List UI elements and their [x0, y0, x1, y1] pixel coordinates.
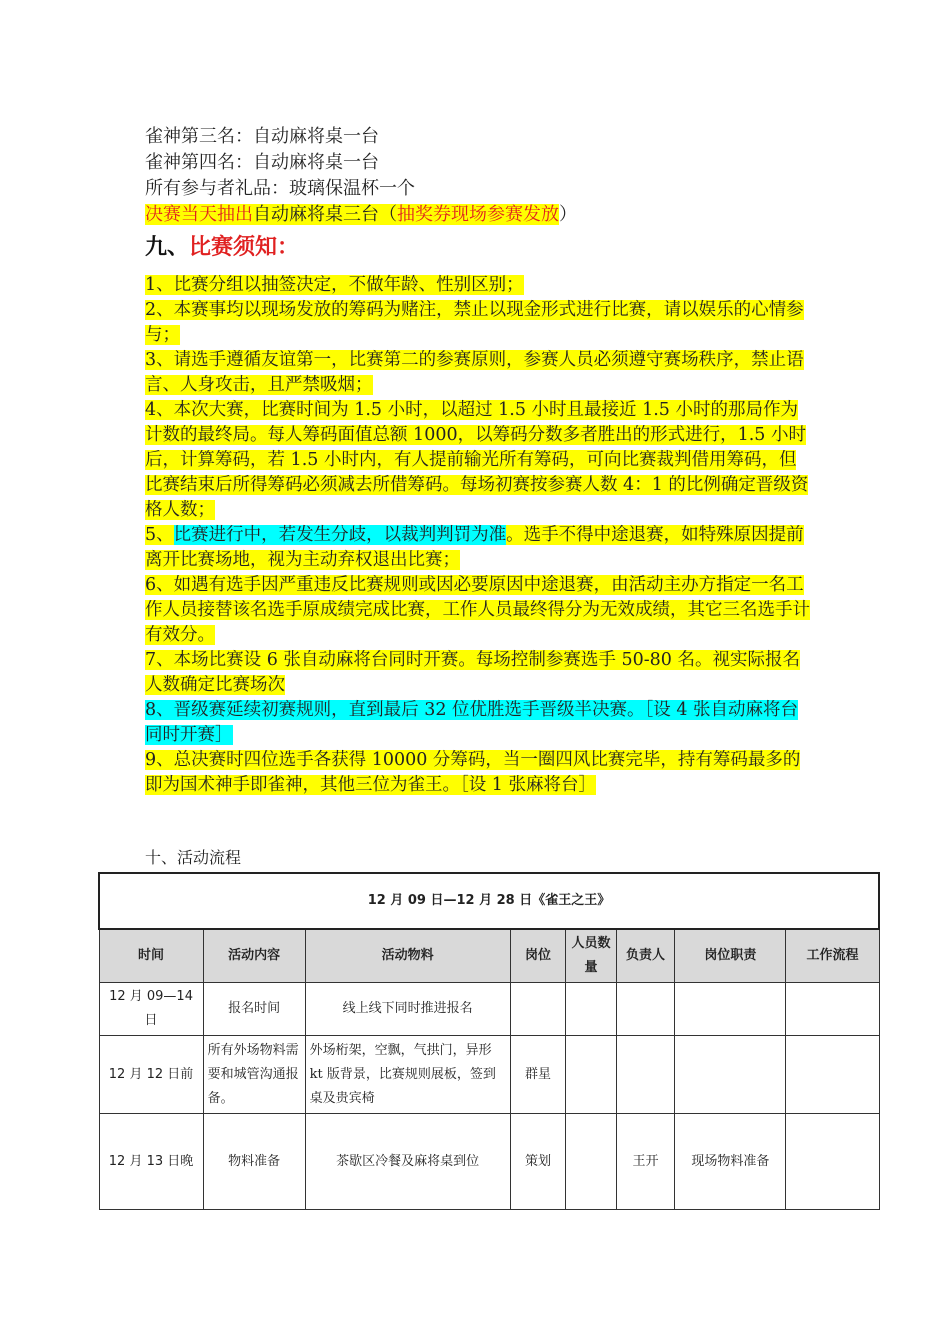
cell-duty: 现场物料准备 — [675, 1114, 786, 1210]
rule-9 — [145, 748, 810, 798]
table-header-row — [99, 929, 879, 983]
header-owner: 负责人 — [616, 929, 675, 983]
rule-1 — [145, 273, 810, 298]
section-heading-rules — [145, 232, 299, 262]
cell-owner: 王开 — [616, 1114, 675, 1210]
cell-materials: 线上线下同时推进报名 — [305, 983, 510, 1036]
header-time: 时间 — [99, 929, 203, 983]
rule-8 — [145, 698, 810, 748]
table-row — [99, 1114, 879, 1210]
cell-workflow — [786, 1036, 879, 1114]
prize-final-part-b: 自动麻将桌三台（ — [253, 204, 397, 225]
prize-final-part-a: 决赛当天抽出 — [145, 204, 253, 225]
rule-3-text: 3、请选手遵循友谊第一，比赛第二的参赛原则，参赛人员必须遵守赛场秩序，禁止语言、人身攻击，且严禁吸烟； — [145, 350, 804, 395]
cell-post — [510, 983, 566, 1036]
table-row — [99, 983, 879, 1036]
cell-post: 群星 — [510, 1036, 566, 1114]
prize-all: 所有参与者礼品：玻璃保温杯一个 — [145, 178, 415, 199]
cell-owner — [616, 1036, 675, 1114]
cell-time: 12 月 12 日前 — [99, 1036, 203, 1114]
rule-3 — [145, 348, 810, 398]
rule-6 — [145, 573, 810, 648]
rule-2-text: 2、本赛事均以现场发放的筹码为赌注，禁止以现金形式进行比赛，请以娱乐的心情参与； — [145, 300, 804, 345]
header-activity: 活动内容 — [203, 929, 305, 983]
cell-activity: 报名时间 — [203, 983, 305, 1036]
rule-5-rest: 。选手不得中途退赛，如特殊原因提前离开比赛场地，视为主动弃权退出比赛； — [145, 525, 804, 570]
cell-time: 12 月 09—14 日 — [99, 983, 203, 1036]
header-duty: 岗位职责 — [675, 929, 786, 983]
section-title: 比赛须知： — [189, 234, 300, 260]
rule-8-text: 8、晋级赛延续初赛规则，直到最后 32 位优胜选手晋级半决赛。［设 4 张自动麻将台同时开赛］ — [145, 700, 799, 745]
header-materials: 活动物料 — [305, 929, 510, 983]
prize-list — [145, 124, 825, 228]
rule-1-text: 1、比赛分组以抽签决定，不做年龄、性别区别； — [145, 275, 524, 295]
cell-workflow — [786, 1114, 879, 1210]
prize-final-part-d: ） — [559, 204, 577, 225]
cell-owner — [616, 983, 675, 1036]
cell-post: 策划 — [510, 1114, 566, 1210]
cell-activity: 所有外场物料需要和城管沟通报备。 — [203, 1036, 305, 1114]
cell-time: 12 月 13 日晚 — [99, 1114, 203, 1210]
activity-flow-table — [98, 872, 880, 1210]
table-row — [99, 1036, 879, 1114]
rule-4-text: 4、本次大赛，比赛时间为 1.5 小时，以超过 1.5 小时且最接近 1.5 小时的那局作为计数的最终局。每人筹码面值总额 1000，以筹码分数多者胜出的形式进行，1.5 小时后，计算筹码，若 1.5 小时内，有人提前输光所有筹码，可向比赛裁判借用筹码，但比赛结束后所得筹码必须减去所借筹码。每场初赛按参赛人数 4：1 的比例确定晋级资格人数； — [145, 400, 809, 520]
rule-5-emphasis: 比赛进行中，若发生分歧，以裁判判罚为准 — [173, 525, 507, 545]
prize-final — [145, 202, 825, 228]
cell-materials: 茶歇区冷餐及麻将桌到位 — [305, 1114, 510, 1210]
prize-third: 雀神第三名：自动麻将桌一台 — [145, 126, 379, 147]
rules-list — [145, 273, 810, 798]
rule-5-prefix: 5、 — [145, 525, 174, 545]
section-number: 九、 — [145, 234, 190, 260]
cell-headcount — [566, 1036, 617, 1114]
rule-2 — [145, 298, 810, 348]
rule-7-text: 7、本场比赛设 6 张自动麻将台同时开赛。每场控制参赛选手 50-80 名。视实际报名人数确定比赛场次 — [145, 650, 800, 695]
prize-final-part-c: 抽奖券现场参赛发放 — [397, 204, 559, 225]
table-banner-row — [99, 873, 879, 929]
rule-4 — [145, 398, 810, 523]
header-post: 岗位 — [510, 929, 566, 983]
rule-9-text: 9、总决赛时四位选手各获得 10000 分筹码，当一圈四风比赛完毕，持有筹码最多的即为国术神手即雀神，其他三位为雀王。［设 1 张麻将台］ — [145, 750, 801, 795]
prize-fourth: 雀神第四名：自动麻将桌一台 — [145, 152, 379, 173]
rule-5 — [145, 523, 810, 573]
header-workflow: 工作流程 — [786, 929, 879, 983]
cell-materials: 外场桁架，空飘，气拱门，异形 kt 版背景，比赛规则展板，签到桌及贵宾椅 — [305, 1036, 510, 1114]
table-banner: 12 月 09 日—12 月 28 日《雀王之王》 — [99, 873, 879, 929]
cell-duty — [675, 983, 786, 1036]
rule-6-text: 6、如遇有选手因严重违反比赛规则或因必要原因中途退赛，由活动主办方指定一名工作人员接替该名选手原成绩完成比赛，工作人员最终得分为无效成绩，其它三名选手计有效分。 — [145, 575, 810, 645]
cell-workflow — [786, 983, 879, 1036]
cell-headcount — [566, 1114, 617, 1210]
cell-duty — [675, 1036, 786, 1114]
header-headcount: 人员数量 — [566, 929, 617, 983]
cell-headcount — [566, 983, 617, 1036]
rule-7 — [145, 648, 810, 698]
section-heading-flow: 十、活动流程 — [145, 848, 242, 867]
cell-activity: 物料准备 — [203, 1114, 305, 1210]
